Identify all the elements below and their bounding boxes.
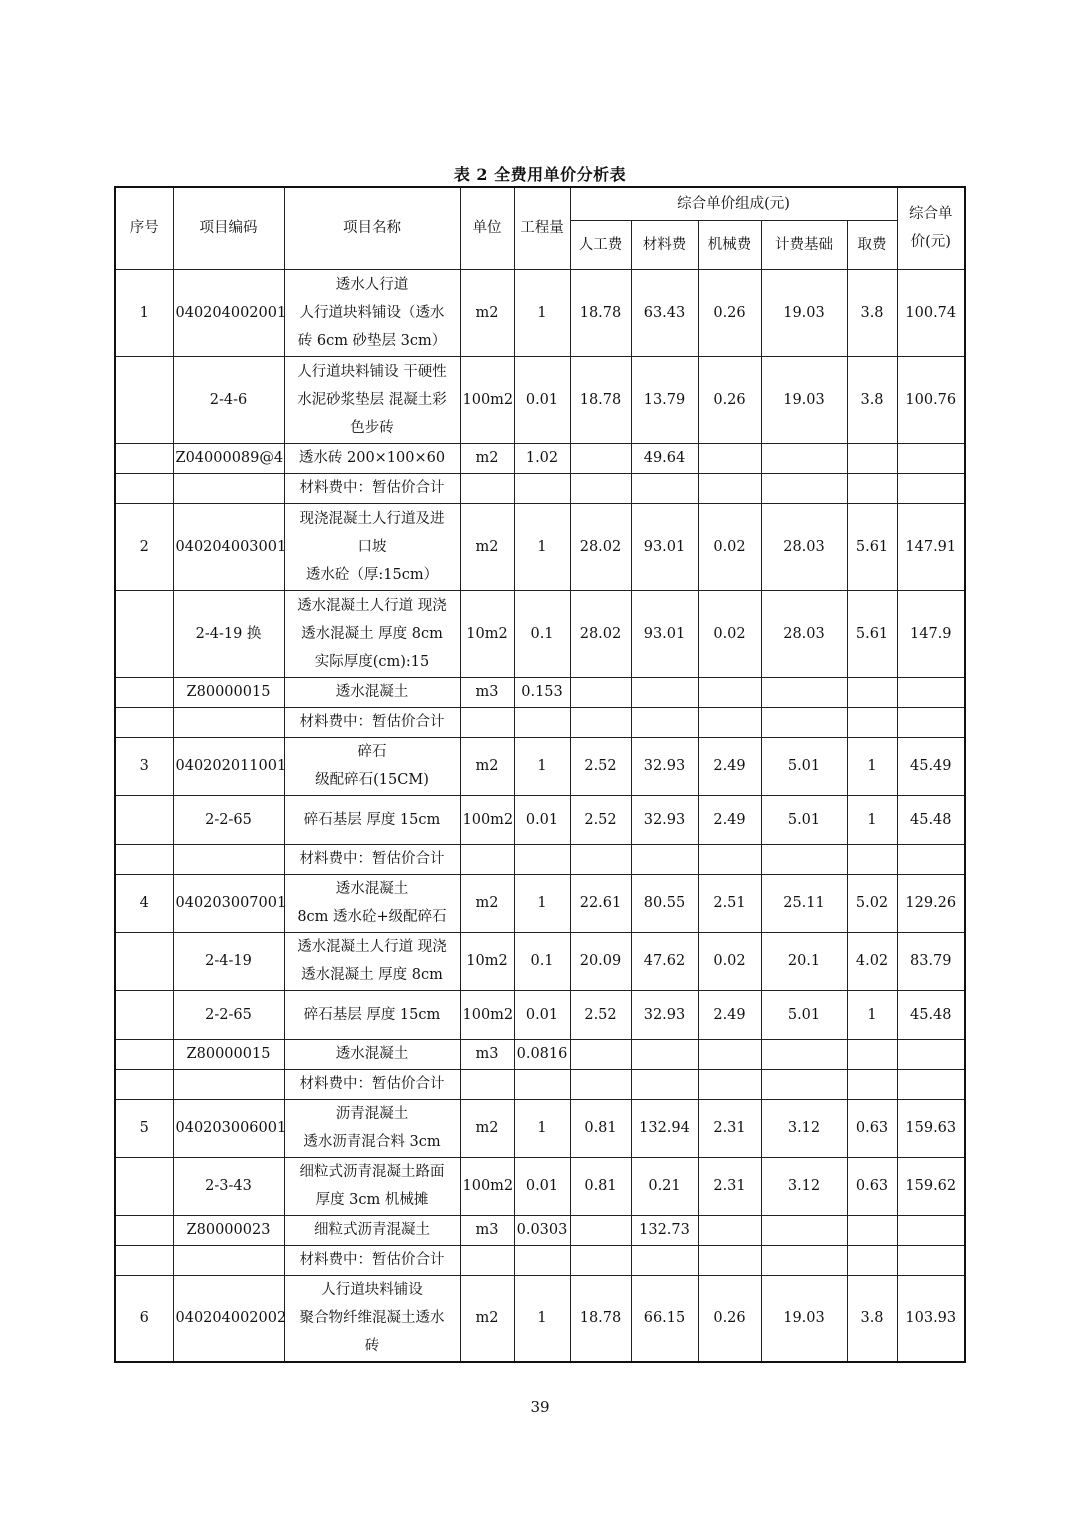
header-seq: 序号 [115,187,173,269]
cell-labor: 18.78 [570,269,631,356]
cell-labor: 0.81 [570,1157,631,1215]
table-row [115,356,965,443]
cell-seq: 3 [115,737,173,795]
cell-name: 材料费中：暂估价合计 [284,707,460,737]
cell-unit: m2 [460,737,514,795]
table-row [115,990,965,1039]
cell-machine: 2.31 [698,1157,761,1215]
cell-code: 040203007001 [173,874,284,932]
cell-base: 28.03 [761,590,847,677]
cell-labor: 28.02 [570,590,631,677]
cell-name: 透水混凝土人行道 现浇 透水混凝土 厚度 8cm [284,932,460,990]
cell-unit: m2 [460,1275,514,1362]
cell-material: 32.93 [631,990,698,1039]
table-row [115,443,965,473]
table-row [115,1039,965,1069]
cell-machine [698,707,761,737]
cell-labor [570,1215,631,1245]
cell-unit: m3 [460,1215,514,1245]
cell-fee: 1 [847,737,897,795]
cell-qty: 0.01 [514,356,570,443]
cell-name: 人行道块料铺设 干硬性 水泥砂浆垫层 混凝土彩 色步砖 [284,356,460,443]
cell-material [631,844,698,874]
cell-machine [698,844,761,874]
cell-code: 040204003001 [173,503,284,590]
header-unit: 单位 [460,187,514,269]
cell-name: 材料费中：暂估价合计 [284,1245,460,1275]
cell-name: 透水混凝土 8cm 透水砼+级配碎石 [284,874,460,932]
cell-fee [847,844,897,874]
cell-code [173,1069,284,1099]
cell-labor [570,707,631,737]
cell-qty [514,844,570,874]
cell-fee [847,443,897,473]
cell-code: Z80000015 [173,677,284,707]
cell-code: 2-4-19 [173,932,284,990]
table-row [115,1275,965,1362]
cell-unit: 100m2 [460,990,514,1039]
cell-base [761,1039,847,1069]
cell-seq: 6 [115,1275,173,1362]
cell-material: 93.01 [631,590,698,677]
cell-code: Z04000089@4 [173,443,284,473]
cell-qty: 0.0816 [514,1039,570,1069]
cell-base [761,707,847,737]
cell-unit: m2 [460,874,514,932]
cell-machine: 0.02 [698,590,761,677]
cell-base [761,443,847,473]
cell-material: 49.64 [631,443,698,473]
cell-unit: 10m2 [460,590,514,677]
cell-seq [115,707,173,737]
cell-qty: 1 [514,737,570,795]
cell-labor [570,1039,631,1069]
cell-qty [514,1245,570,1275]
cell-qty: 1.02 [514,443,570,473]
cell-seq [115,1039,173,1069]
cell-machine [698,1215,761,1245]
cell-fee: 3.8 [847,356,897,443]
cell-total: 129.26 [897,874,965,932]
cell-base [761,1245,847,1275]
cell-total: 83.79 [897,932,965,990]
cell-material: 47.62 [631,932,698,990]
cell-seq [115,677,173,707]
cell-seq [115,473,173,503]
cell-labor [570,1245,631,1275]
cell-fee [847,677,897,707]
cell-unit: m2 [460,443,514,473]
cell-qty: 0.01 [514,1157,570,1215]
cell-total [897,844,965,874]
cell-seq [115,932,173,990]
cell-labor: 2.52 [570,795,631,844]
cell-machine: 2.49 [698,737,761,795]
cell-qty: 0.1 [514,590,570,677]
cell-total: 45.49 [897,737,965,795]
cell-fee [847,473,897,503]
cell-code [173,707,284,737]
cell-base [761,1069,847,1099]
table-row [115,844,965,874]
cell-qty: 0.01 [514,795,570,844]
cell-material: 0.21 [631,1157,698,1215]
header-qty: 工程量 [514,187,570,269]
cell-labor: 2.52 [570,737,631,795]
cell-unit [460,844,514,874]
cell-total [897,473,965,503]
cell-total: 147.91 [897,503,965,590]
cell-seq [115,990,173,1039]
table-row [115,795,965,844]
cell-machine: 0.02 [698,932,761,990]
cell-code: 2-2-65 [173,795,284,844]
table-row [115,1245,965,1275]
cell-labor: 28.02 [570,503,631,590]
cell-qty: 0.153 [514,677,570,707]
cell-code: Z80000015 [173,1039,284,1069]
cell-base: 3.12 [761,1157,847,1215]
cell-labor: 0.81 [570,1099,631,1157]
cell-labor [570,844,631,874]
cell-code: 2-4-6 [173,356,284,443]
cell-total [897,1039,965,1069]
cell-name: 透水混凝土 [284,1039,460,1069]
cell-labor: 20.09 [570,932,631,990]
cell-code: Z80000023 [173,1215,284,1245]
cell-labor [570,473,631,503]
cell-qty: 1 [514,1275,570,1362]
cell-fee: 0.63 [847,1099,897,1157]
cell-unit: m2 [460,269,514,356]
cell-total: 159.63 [897,1099,965,1157]
cell-name: 透水人行道 人行道块料铺设（透水 砖 6cm 砂垫层 3cm） [284,269,460,356]
cell-labor: 22.61 [570,874,631,932]
cell-material: 32.93 [631,795,698,844]
table-title: 表 2 全费用单价分析表 [453,165,627,184]
header-total: 综合单 价(元) [897,187,965,269]
cell-unit: m3 [460,677,514,707]
cell-total: 103.93 [897,1275,965,1362]
table-row [115,874,965,932]
cell-material [631,707,698,737]
cell-machine: 0.26 [698,269,761,356]
cell-total [897,1245,965,1275]
cell-base: 20.1 [761,932,847,990]
cell-fee: 4.02 [847,932,897,990]
cell-code [173,844,284,874]
cell-unit: 100m2 [460,1157,514,1215]
cell-name: 人行道块料铺设 聚合物纤维混凝土透水 砖 [284,1275,460,1362]
cell-material [631,1039,698,1069]
cell-base [761,677,847,707]
table-row [115,1069,965,1099]
cell-code [173,1245,284,1275]
cell-code [173,473,284,503]
cell-machine [698,1245,761,1275]
cell-base [761,473,847,503]
cell-name: 沥青混凝土 透水沥青混合料 3cm [284,1099,460,1157]
cell-fee: 1 [847,795,897,844]
cell-seq: 1 [115,269,173,356]
cell-fee [847,1039,897,1069]
cell-fee: 1 [847,990,897,1039]
header-labor: 人工费 [570,220,631,269]
cell-total [897,707,965,737]
cell-qty: 1 [514,1099,570,1157]
cell-name: 细粒式沥青混凝土 [284,1215,460,1245]
cell-fee: 3.8 [847,1275,897,1362]
table-row [115,707,965,737]
cell-name: 细粒式沥青混凝土路面 厚度 3cm 机械摊 [284,1157,460,1215]
cell-unit: m2 [460,503,514,590]
cell-material: 63.43 [631,269,698,356]
cell-name: 透水混凝土人行道 现浇 透水混凝土 厚度 8cm 实际厚度(cm):15 [284,590,460,677]
cell-material: 32.93 [631,737,698,795]
cell-unit: 10m2 [460,932,514,990]
cell-code: 2-4-19 换 [173,590,284,677]
cell-name: 透水混凝土 [284,677,460,707]
cell-fee [847,1069,897,1099]
table-row [115,503,965,590]
cell-unit [460,1069,514,1099]
cell-machine: 0.26 [698,356,761,443]
cell-labor: 18.78 [570,1275,631,1362]
cell-labor: 2.52 [570,990,631,1039]
cell-total [897,1215,965,1245]
cell-seq: 5 [115,1099,173,1157]
cell-code: 040202011001 [173,737,284,795]
cell-total: 100.76 [897,356,965,443]
cell-base [761,844,847,874]
cell-total: 100.74 [897,269,965,356]
table-row [115,590,965,677]
cell-seq: 4 [115,874,173,932]
page-number: 39 [530,1398,550,1416]
table-row [115,473,965,503]
cell-machine: 0.02 [698,503,761,590]
cell-seq [115,1157,173,1215]
table-row [115,737,965,795]
table-row [115,1215,965,1245]
cell-machine [698,473,761,503]
cell-fee: 5.61 [847,503,897,590]
cell-name: 材料费中：暂估价合计 [284,844,460,874]
cell-qty [514,1069,570,1099]
cell-machine: 2.31 [698,1099,761,1157]
cell-base: 5.01 [761,990,847,1039]
cell-material [631,473,698,503]
cell-material: 132.94 [631,1099,698,1157]
cell-code: 2-2-65 [173,990,284,1039]
cell-material [631,1069,698,1099]
cell-seq [115,356,173,443]
cell-fee [847,707,897,737]
cell-total [897,443,965,473]
cell-labor [570,677,631,707]
cell-name: 透水砖 200×100×60 [284,443,460,473]
cell-material: 93.01 [631,503,698,590]
cell-qty: 0.01 [514,990,570,1039]
cell-code: 040203006001 [173,1099,284,1157]
cell-base [761,1215,847,1245]
cell-total [897,1069,965,1099]
cell-code: 040204002002 [173,1275,284,1362]
cell-machine [698,1039,761,1069]
cell-fee: 3.8 [847,269,897,356]
cell-material [631,677,698,707]
cell-material: 66.15 [631,1275,698,1362]
cell-fee: 5.61 [847,590,897,677]
table-row [115,1157,965,1215]
cell-unit: 100m2 [460,356,514,443]
cell-seq [115,1215,173,1245]
cell-machine: 0.26 [698,1275,761,1362]
cell-name: 碎石基层 厚度 15cm [284,990,460,1039]
cell-material [631,1245,698,1275]
cell-qty [514,473,570,503]
cell-labor [570,443,631,473]
cell-labor: 18.78 [570,356,631,443]
cell-unit [460,1245,514,1275]
cell-name: 现浇混凝土人行道及进 口坡 透水砼（厚:15cm） [284,503,460,590]
unit-price-table [114,186,966,1363]
cell-machine [698,1069,761,1099]
cell-qty: 1 [514,874,570,932]
header-composition: 综合单价组成(元) [570,187,897,220]
header-code: 项目编码 [173,187,284,269]
cell-base: 5.01 [761,795,847,844]
cell-fee: 5.02 [847,874,897,932]
cell-base: 28.03 [761,503,847,590]
cell-seq: 2 [115,503,173,590]
cell-total: 159.62 [897,1157,965,1215]
cell-seq [115,443,173,473]
header-name: 项目名称 [284,187,460,269]
table-row [115,932,965,990]
cell-material: 132.73 [631,1215,698,1245]
header-machine: 机械费 [698,220,761,269]
cell-material: 13.79 [631,356,698,443]
cell-machine: 2.49 [698,795,761,844]
cell-seq [115,590,173,677]
cell-code: 2-3-43 [173,1157,284,1215]
table-row [115,677,965,707]
cell-name: 材料费中：暂估价合计 [284,1069,460,1099]
cell-qty: 0.0303 [514,1215,570,1245]
cell-machine: 2.49 [698,990,761,1039]
cell-name: 碎石基层 厚度 15cm [284,795,460,844]
cell-base: 3.12 [761,1099,847,1157]
cell-base: 19.03 [761,269,847,356]
cell-fee [847,1245,897,1275]
cell-unit: m2 [460,1099,514,1157]
cell-base: 25.11 [761,874,847,932]
cell-seq [115,844,173,874]
cell-name: 材料费中：暂估价合计 [284,473,460,503]
cell-base: 19.03 [761,1275,847,1362]
cell-unit [460,707,514,737]
cell-name: 碎石 级配碎石(15CM) [284,737,460,795]
cell-seq [115,1245,173,1275]
header-base: 计费基础 [761,220,847,269]
cell-machine [698,443,761,473]
cell-qty [514,707,570,737]
cell-qty: 1 [514,503,570,590]
table-row [115,269,965,356]
cell-unit [460,473,514,503]
cell-total [897,677,965,707]
header-fee: 取费 [847,220,897,269]
cell-total: 45.48 [897,990,965,1039]
cell-machine: 2.51 [698,874,761,932]
cell-fee: 0.63 [847,1157,897,1215]
header-material: 材料费 [631,220,698,269]
cell-fee [847,1215,897,1245]
cell-base: 19.03 [761,356,847,443]
cell-total: 45.48 [897,795,965,844]
cell-seq [115,1069,173,1099]
cell-labor [570,1069,631,1099]
cell-seq [115,795,173,844]
cell-qty: 1 [514,269,570,356]
cell-qty: 0.1 [514,932,570,990]
cell-machine [698,677,761,707]
cell-base: 5.01 [761,737,847,795]
table-row [115,1099,965,1157]
cell-material: 80.55 [631,874,698,932]
cell-unit: 100m2 [460,795,514,844]
cell-code: 040204002001 [173,269,284,356]
cell-unit: m3 [460,1039,514,1069]
cell-total: 147.9 [897,590,965,677]
